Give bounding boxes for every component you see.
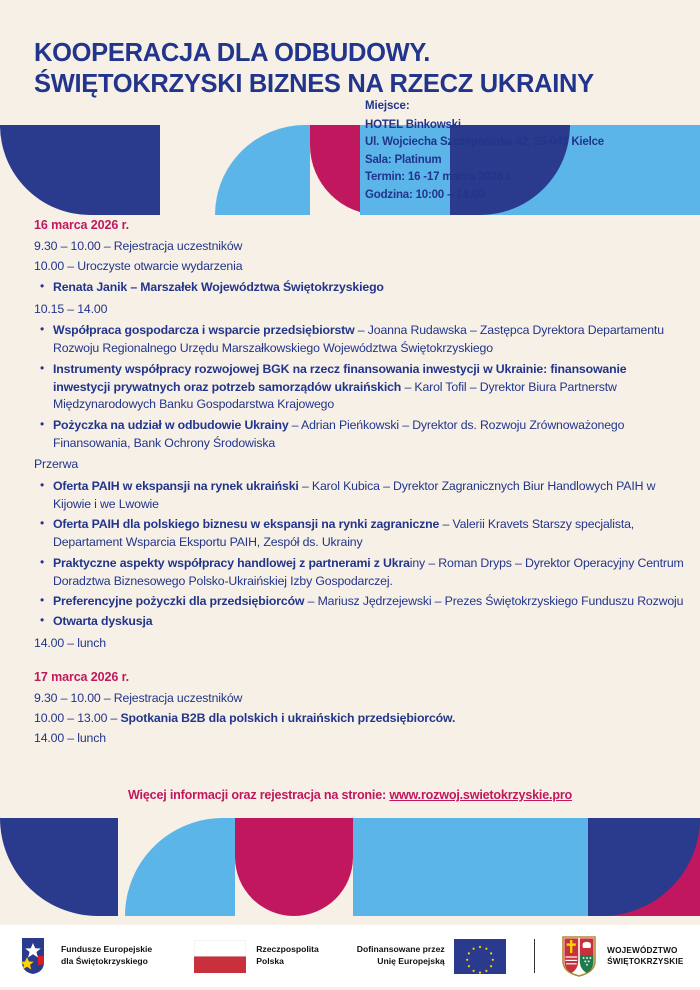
voivodeship-line2: ŚWIĘTOKRZYSKIE [607,957,684,966]
registration-link[interactable]: www.rozwoj.swietokrzyskie.pro [389,788,573,802]
voivodeship-line1: WOJEWÓDZTWO [607,945,678,955]
list-item-detail: – Joanna Rudawska – Zastępca Dyrektora Departamentu Rozwoju Regionalnego Urzędu Marszałkowskiego Województwa Świętokrzyskiego [53,323,664,356]
day2-heading: 17 marca 2026 r. [34,669,130,684]
day1-heading: 16 marca 2026 r. [34,218,130,232]
day1-session-time: 10.15 – 14.00 [34,301,108,316]
list-item-detail: iny – Roman Dryps – Dyrektor Operacyjny Centrum Doradztwa Biznesowego Polsko-Ukraińskiej Izby Gospodarczej. [53,555,684,588]
list-item [34,613,684,631]
footer-logo-bar [0,925,700,987]
european-funds-icon [18,936,52,976]
voivodeship-label [607,945,683,968]
eu-cofinance-logo-group [357,939,506,974]
list-item [34,279,684,297]
list-item [34,361,684,415]
eu-flag-icon [454,939,506,974]
poland-logo-group [194,940,319,973]
poland-label [256,944,319,968]
day1-items-a [34,322,684,453]
list-item-title: Instrumenty współpracy rozwojowej BGK na rzecz finansowania inwestycji w Ukrainie: finansowanie inwestycji prywatnych oraz potrzeb samorządów ukraińskich [53,361,627,394]
registration-cta [0,788,700,802]
cofinanced-line2: Unię Europejską [377,956,445,966]
list-item-title: Współpraca gospodarcza i wsparcie przedsiębiorstw [53,323,355,338]
page-title [0,0,700,100]
list-item [34,417,684,453]
list-item-title: Otwarta dyskusja [53,614,153,629]
day1-opening: 10.00 – Uroczyste otwarcie wydarzenia [34,258,243,273]
cofinanced-label [357,944,445,968]
list-item [34,322,684,358]
cta-text: Więcej informacji oraz rejestracja na stronie: [127,788,390,802]
list-item [34,593,684,611]
poland-line2: Polska [256,956,284,966]
bottom-decorative-band [0,818,700,916]
list-item [34,555,684,591]
list-item-detail: – Karol Kubica – Dyrektor Zagranicznych Biur Handlowych PAIH w Kijowie i we Lwowie [53,478,656,511]
bottom-light-blue-panel [353,818,588,916]
venue-room: Sala: Platinum [365,153,442,166]
venue-info-block [365,100,695,204]
list-item-title: Pożyczka na udział w odbudowie Ukrainy [53,417,289,432]
day2-registration: 9.30 – 10.00 – Rejestracja uczestników [34,690,243,705]
eu-funds-label [61,944,152,968]
cofinanced-line1: Dofinansowane przez [356,944,445,955]
list-item-title: Preferencyjne pożyczki dla przedsiębiorców [53,593,305,608]
eu-funds-line1: Fundusze Europejskie [61,944,153,955]
title-line-2: ŚWIĘTOKRZYSKI BIZNES NA RZECZ UKRAINY [34,69,594,98]
opening-speaker-name: Renata Janik – Marszałek Województwa Świętokrzyskiego [53,280,384,295]
day2-b2b-time: 10.00 – 13.00 – [34,710,121,725]
venue-hours: Godzina: 10:00 – 14:00 [365,188,485,201]
day2-lunch: 14.00 – lunch [34,730,106,745]
day1-break: Przerwa [34,457,79,472]
list-item [34,478,684,514]
bottom-magenta-u-shape [235,818,353,916]
list-item-detail: – Adrian Pieńkowski – Dyrektor ds. Rozwoju Zrównoważonego Finansowania, Bank Ochrony Środowiska [53,417,625,450]
title-line-1: KOOPERACJA DLA ODBUDOWY. [34,39,431,67]
day1-registration: 9.30 – 10.00 – Rejestracja uczestników [34,239,243,253]
list-item-title: Praktyczne aspekty współpracy handlowej z partnerami z Ukra [53,555,410,570]
eu-funds-logo-group [18,936,152,976]
day1-opening-speaker-list [34,279,684,297]
list-item-detail: – Karol Tofil – Dyrektor Biura Partnerstw Międzynarodowych Banku Gospodarstwa Krajowego [53,379,617,412]
list-item-detail: – Valerii Kravets Starszy specjalista, Departament Wsparcia Eksportu PAIH, Zespół ds. Ukrainy [53,517,635,550]
day2-b2b-label: Spotkania B2B dla polskich i ukraińskich przedsiębiorców. [120,710,456,725]
day2-b2b [34,709,684,729]
bottom-light-blue-wedge-shape [125,818,235,916]
swietokrzyskie-coat-of-arms-icon [561,935,597,977]
poland-flag-icon [194,940,246,973]
venue-dates: Termin: 16 -17 marca 2026 r. [365,171,513,184]
voivodeship-logo-group [561,935,683,977]
list-item [34,516,684,552]
list-item-title: Oferta PAIH dla polskiego biznesu w ekspansji na rynki zagraniczne [53,517,440,532]
navy-quarter-circle-shape [0,125,160,215]
venue-hotel: HOTEL Binkowski [365,119,461,131]
agenda-section [34,218,684,749]
bottom-navy-quarter-shape [0,818,118,916]
list-item-detail: – Mariusz Jędrzejewski – Prezes Świętokrzyskiego Funduszu Rozwoju [304,593,684,608]
list-item-title: Oferta PAIH w ekspansji na rynek ukraiński [53,478,299,493]
day1-lunch: 14.00 – lunch [34,635,106,650]
light-blue-concave-wedge-shape [215,125,310,215]
venue-label: Miejsce: [365,100,410,112]
poland-line1: Rzeczpospolita [256,944,319,955]
day1-items-b [34,478,684,632]
eu-funds-line2: dla Świętokrzyskiego [61,956,148,966]
footer-divider [534,939,536,973]
venue-address: Ul. Wojciecha Szczepaniaka 42, 25-043 Kielce [365,136,605,149]
